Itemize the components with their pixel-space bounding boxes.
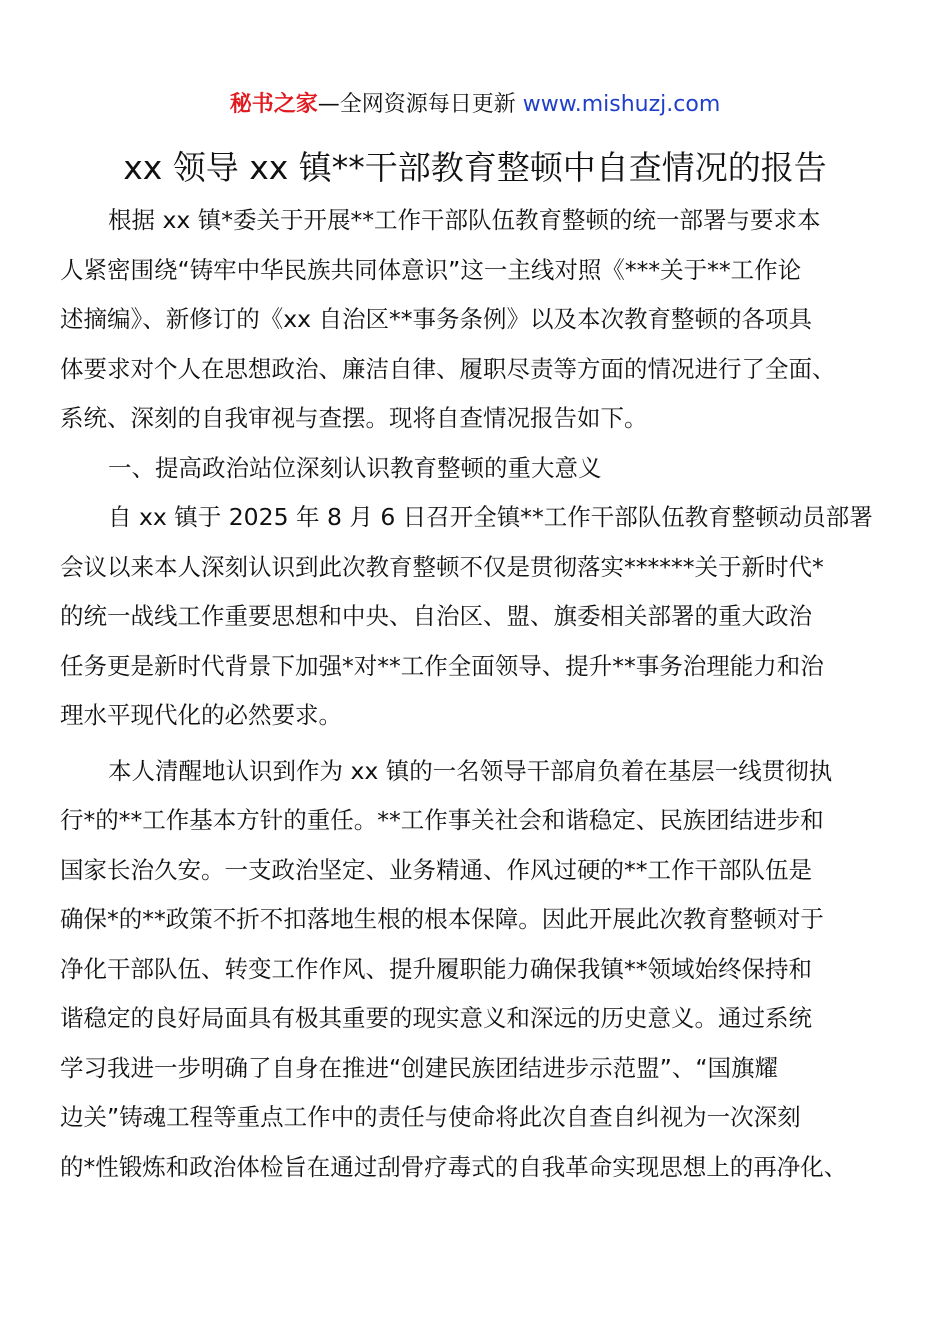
document-body [60, 196, 900, 1192]
paragraph-line: 本人清醒地认识到作为 xx 镇的一名领导干部肩负着在基层一线贯彻执 [108, 756, 833, 785]
paragraph-line: 人紧密围绕“铸牢中华民族共同体意识”这一主线对照《***关于**工作论 [60, 255, 802, 284]
paragraph-line: 理水平现代化的必然要求。 [60, 701, 342, 729]
paragraph-line: 边关”铸魂工程等重点工作中的责任与使命将此次自查自纠视为一次深刻 [60, 1103, 801, 1131]
paragraph-line: 的*性锻炼和政治体检旨在通过刮骨疗毒式的自我革命实现思想上的再净化、 [60, 1152, 848, 1181]
paragraph-line: 净化干部队伍、转变工作作风、提升履职能力确保我镇**领域始终保持和 [60, 954, 812, 983]
paragraph-line: 会议以来本人深刻认识到此次教育整顿不仅是贯彻落实******关于新时代* [60, 552, 824, 581]
paragraph-line: 谐稳定的良好局面具有极其重要的现实意义和深远的历史意义。通过系统 [60, 1004, 812, 1032]
header-tagline: —全网资源每日更新 [317, 92, 523, 117]
paragraph-line: 学习我进一步明确了自身在推进“创建民族团结进步示范盟”、“国旗耀 [60, 1053, 779, 1082]
document-title: xx 领导 xx 镇**干部教育整顿中自查情况的报告 [123, 148, 827, 187]
paragraph-line: 任务更是新时代背景下加强*对**工作全面领导、提升**事务治理能力和治 [60, 651, 824, 680]
paragraph-line: 自 xx 镇于 2025 年 8 月 6 日召开全镇**工作干部队伍教育整顿动员部署 [108, 503, 873, 531]
site-url-link[interactable]: www.mishuzj.com [522, 92, 721, 117]
paragraph-line: 根据 xx 镇*委关于开展**工作干部队伍教育整顿的统一部署与要求本 [108, 206, 821, 234]
paragraph-line: 述摘编》、新修订的《xx 自治区**事务条例》以及本次教育整顿的各项具 [60, 305, 813, 333]
paragraph-line: 系统、深刻的自我审视与查摆。现将自查情况报告如下。 [60, 404, 648, 432]
paragraph-line: 体要求对个人在思想政治、廉洁自律、履职尽责等方面的情况进行了全面、 [60, 354, 836, 383]
paragraph-line: 国家长治久安。一支政治坚定、业务精通、作风过硬的**工作干部队伍是 [60, 855, 812, 884]
paragraph-line: 确保*的**政策不折不扣落地生根的根本保障。因此开展此次教育整顿对于 [60, 905, 824, 933]
paragraph-line: 的统一战线工作重要思想和中央、自治区、盟、旗委相关部署的重大政治 [60, 602, 812, 630]
brand-name: 秘书之家 [229, 92, 318, 117]
section-heading: 一、提高政治站位深刻认识教育整顿的重大意义 [108, 453, 602, 482]
site-header [0, 88, 950, 122]
paragraph-line: 行*的**工作基本方针的重任。**工作事关社会和谐稳定、民族团结进步和 [60, 806, 824, 834]
